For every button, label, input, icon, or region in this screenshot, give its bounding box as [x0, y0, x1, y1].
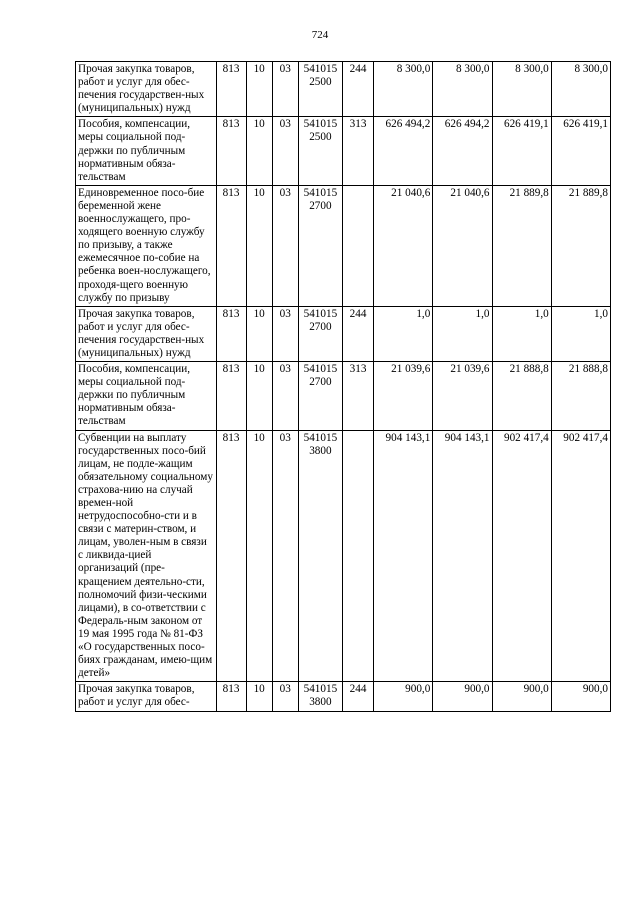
- table-row: [76, 117, 611, 185]
- table-row: [76, 185, 611, 306]
- subsection-code: 03: [272, 306, 298, 361]
- table-row: [76, 362, 611, 430]
- amount-1: 626 494,2: [374, 117, 433, 185]
- amount-4: 21 888,8: [551, 362, 610, 430]
- grbs-code: 813: [216, 682, 246, 711]
- row-name: Пособия, компенсации, меры социальной под-держки по публичным нормативным обяза-тельствам: [76, 117, 217, 185]
- amount-3: 900,0: [492, 682, 551, 711]
- amount-3: 21 888,8: [492, 362, 551, 430]
- amount-3: 626 419,1: [492, 117, 551, 185]
- expense-type-code: 244: [342, 306, 373, 361]
- section-code: 10: [246, 185, 272, 306]
- expense-type-code: 313: [342, 362, 373, 430]
- amount-1: 8 300,0: [374, 62, 433, 117]
- amount-4: 626 419,1: [551, 117, 610, 185]
- grbs-code: 813: [216, 62, 246, 117]
- grbs-code: 813: [216, 306, 246, 361]
- target-article-code: 541015 2700: [298, 306, 342, 361]
- subsection-code: 03: [272, 185, 298, 306]
- subsection-code: 03: [272, 117, 298, 185]
- amount-1: 21 039,6: [374, 362, 433, 430]
- section-code: 10: [246, 62, 272, 117]
- section-code: 10: [246, 682, 272, 711]
- table-row: [76, 62, 611, 117]
- amount-4: 21 889,8: [551, 185, 610, 306]
- expense-type-code: 313: [342, 117, 373, 185]
- amount-3: 8 300,0: [492, 62, 551, 117]
- amount-4: 902 417,4: [551, 430, 610, 682]
- grbs-code: 813: [216, 430, 246, 682]
- subsection-code: 03: [272, 430, 298, 682]
- amount-2: 8 300,0: [433, 62, 492, 117]
- row-name: Прочая закупка товаров, работ и услуг для обес-печения государствен-ных (муниципальных) нужд: [76, 306, 217, 361]
- amount-2: 904 143,1: [433, 430, 492, 682]
- expense-type-code: [342, 185, 373, 306]
- amount-2: 21 039,6: [433, 362, 492, 430]
- row-name: Прочая закупка товаров, работ и услуг для обес-печения государствен-ных (муниципальных) нужд: [76, 62, 217, 117]
- grbs-code: 813: [216, 117, 246, 185]
- amount-3: 21 889,8: [492, 185, 551, 306]
- row-name: Единовременное посо-бие беременной жене военнослужащего, про-ходящего военную службу по призыву, а также ежемесячное по-собие на ребенка воен-нослужащего, проходя-щего военную службу по призыву: [76, 185, 217, 306]
- target-article-code: 541015 2700: [298, 362, 342, 430]
- subsection-code: 03: [272, 362, 298, 430]
- budget-table: [75, 61, 611, 712]
- amount-4: 8 300,0: [551, 62, 610, 117]
- target-article-code: 541015 3800: [298, 430, 342, 682]
- amount-4: 1,0: [551, 306, 610, 361]
- amount-1: 1,0: [374, 306, 433, 361]
- target-article-code: 541015 3800: [298, 682, 342, 711]
- subsection-code: 03: [272, 62, 298, 117]
- amount-2: 1,0: [433, 306, 492, 361]
- section-code: 10: [246, 430, 272, 682]
- amount-4: 900,0: [551, 682, 610, 711]
- amount-2: 900,0: [433, 682, 492, 711]
- row-name: Субвенции на выплату государственных посо-бий лицам, не подле-жащим обязательному социальному страхова-нию на случай времен-ной нетрудоспособно-сти и в связи с материн-ством, и лицам, уволен-ным в связи с ликвида-цией организаций (пре-кращением деятельно-сти, полномочий физи-ческими лицами), в со-ответствии с Федераль-ным законом от 19 мая 1995 года № 81-ФЗ «О государственных посо-биях гражданам, имею-щим детей»: [76, 430, 217, 682]
- table-row: [76, 682, 611, 711]
- amount-2: 626 494,2: [433, 117, 492, 185]
- section-code: 10: [246, 117, 272, 185]
- amount-1: 900,0: [374, 682, 433, 711]
- expense-type-code: [342, 430, 373, 682]
- amount-3: 1,0: [492, 306, 551, 361]
- subsection-code: 03: [272, 682, 298, 711]
- expense-type-code: 244: [342, 62, 373, 117]
- target-article-code: 541015 2500: [298, 62, 342, 117]
- amount-3: 902 417,4: [492, 430, 551, 682]
- table-row: [76, 306, 611, 361]
- expense-type-code: 244: [342, 682, 373, 711]
- section-code: 10: [246, 362, 272, 430]
- page-number: 724: [311, 29, 329, 41]
- target-article-code: 541015 2500: [298, 117, 342, 185]
- amount-1: 904 143,1: [374, 430, 433, 682]
- target-article-code: 541015 2700: [298, 185, 342, 306]
- row-name: Пособия, компенсации, меры социальной под-держки по публичным нормативным обяза-тельствам: [76, 362, 217, 430]
- section-code: 10: [246, 306, 272, 361]
- table-row: [76, 430, 611, 682]
- amount-2: 21 040,6: [433, 185, 492, 306]
- grbs-code: 813: [216, 362, 246, 430]
- amount-1: 21 040,6: [374, 185, 433, 306]
- row-name: Прочая закупка товаров, работ и услуг для обес-: [76, 682, 217, 711]
- grbs-code: 813: [216, 185, 246, 306]
